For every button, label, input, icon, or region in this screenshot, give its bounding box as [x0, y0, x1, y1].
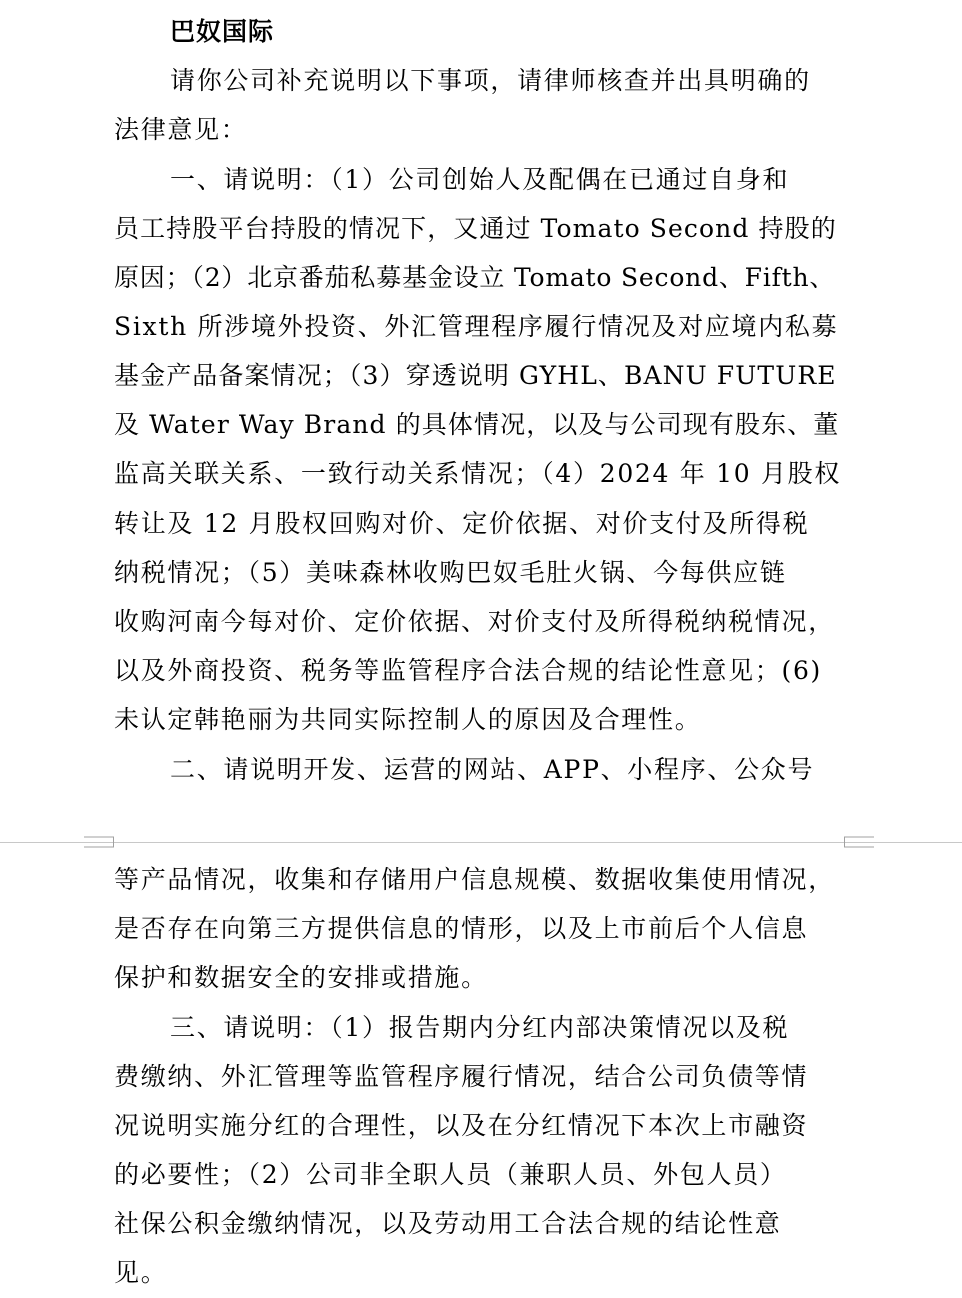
paragraph-line: 以及外商投资、税务等监管程序合法合规的结论性意见；(6): [114, 656, 823, 685]
page-2: [0, 844, 962, 1298]
paragraph-line: 费缴纳、外汇管理等监管程序履行情况，结合公司负债等情: [114, 1062, 809, 1091]
paragraph-line: 社保公积金缴纳情况，以及劳动用工合法合规的结论性意: [114, 1209, 782, 1238]
paragraph-line: 请你公司补充说明以下事项，请律师核查并出具明确的: [170, 66, 811, 95]
page-break-rule: [0, 842, 962, 843]
paragraph-line: 见。: [114, 1258, 168, 1287]
paragraph-line: 等产品情况，收集和存储用户信息规模、数据收集使用情况，: [114, 865, 835, 894]
paragraph-line: 保护和数据安全的安排或措施。: [114, 963, 488, 992]
paragraph-line: 的必要性；（2）公司非全职人员（兼职人员、外包人员）: [114, 1160, 787, 1189]
paragraph-line: 未认定韩艳丽为共同实际控制人的原因及合理性。: [114, 705, 702, 734]
paragraph-line: 收购河南今每对价、定价依据、对价支付及所得税纳税情况，: [114, 607, 835, 636]
document-title: 巴奴国际: [170, 17, 275, 46]
paragraph-line: 况说明实施分红的合理性，以及在分红情况下本次上市融资: [114, 1111, 809, 1140]
paragraph-line: 及 Water Way Brand 的具体情况，以及与公司现有股东、董: [114, 410, 840, 439]
paragraph-line: 三、请说明：（1）报告期内分红内部决策情况以及税: [170, 1013, 790, 1042]
paragraph-line: Sixth 所涉境外投资、外汇管理程序履行情况及对应境内私募: [114, 312, 839, 341]
paragraph-line: 二、请说明开发、运营的网站、APP、小程序、公众号: [170, 755, 815, 784]
paragraph-line: 员工持股平台持股的情况下，又通过 Tomato Second 持股的: [114, 214, 837, 243]
paragraph-line: 原因；（2）北京番茄私募基金设立 Tomato Second、Fifth、: [114, 263, 836, 292]
paragraph-line: 转让及 12 月股权回购对价、定价依据、对价支付及所得税: [114, 509, 810, 538]
paragraph-line: 是否存在向第三方提供信息的情形，以及上市前后个人信息: [114, 914, 809, 943]
paragraph-line: 一、请说明：（1）公司创始人及配偶在已通过自身和: [170, 165, 790, 194]
paragraph-line: 法律意见：: [114, 115, 248, 144]
paragraph-line: 监高关联关系、一致行动关系情况；（4）2024 年 10 月股权: [114, 459, 842, 488]
paragraph-line: 基金产品备案情况；（3）穿透说明 GYHL、BANU FUTURE: [114, 361, 837, 390]
paragraph-line: 纳税情况；（5）美味森林收购巴奴毛肚火锅、今每供应链: [114, 558, 787, 587]
